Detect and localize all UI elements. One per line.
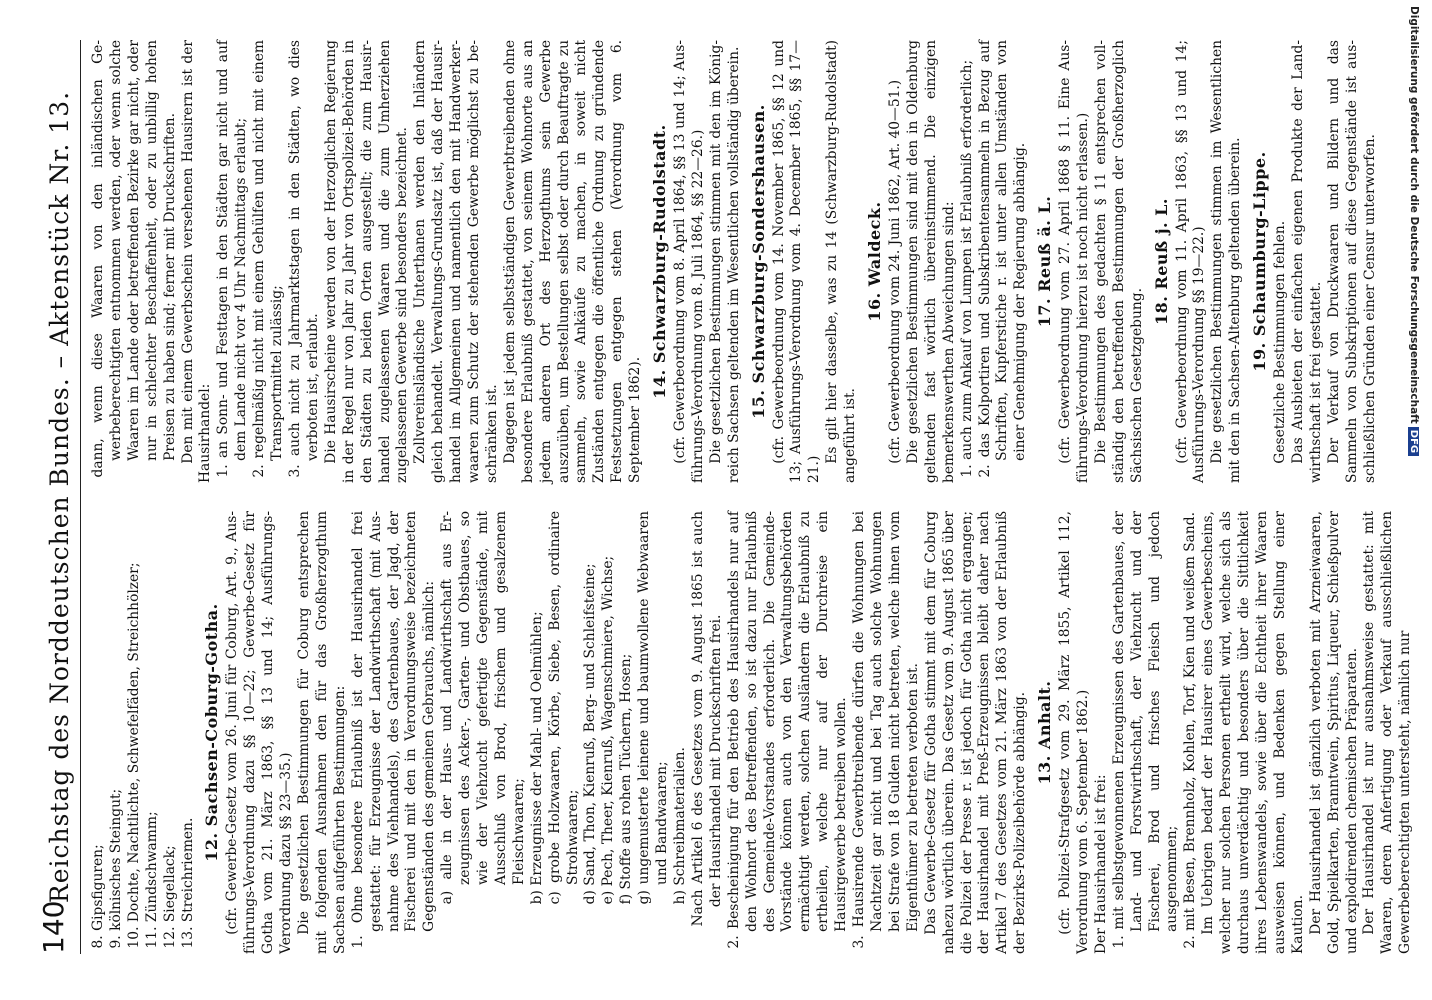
- paragraph: Den mit einem Gewerbschein versehenen Hausirern ist der Hausirhandel:: [179, 40, 214, 483]
- paragraph: (cfr. Gewerbeordnung vom 27. April 1868 § 11. Eine Ausführungs-Verordnung hierzu ist noch nicht erlassen.): [1057, 40, 1092, 483]
- paragraph: (cfr. Gewerbeordnung vom 8. April 1864, §§ 13 und 14; Ausführungs-Verordnung vom 8. Juli 1864, §§ 22—26.): [672, 40, 706, 483]
- section-heading: 12. Sachsen-Coburg-Gotha.: [202, 603, 222, 862]
- section-heading: 16. Waldeck.: [865, 201, 885, 322]
- paragraph: Der Verkauf von Druckwaaren und Bildern und das Sammeln von Subskriptionen auf diese Gegenstände ist ausschließlichen Gründen einer Censur unterworfen.: [1325, 40, 1378, 483]
- list-item: 13. Streichriemen.: [179, 817, 196, 949]
- list-item: 1. mit selbstgewonnenen Erzeugnissen des Gartenbaues, der Land- und Forstwirthschaft, der Viehzucht und der Fischerei, Brod und frisches Fleisch und jedoch ausgenommen;: [1110, 511, 1181, 949]
- paragraph: dann, wenn diese Waaren von den inländischen Gewerbeberechtigten entnommen werden, oder wenn solche Waaren im Lande oder betreffenden Bezirke gar nicht, oder nur in schlechter Beschaffenheit, oder zu unbillig hohen Preisen zu haben sind; ferner mit Druckschriften.: [90, 40, 178, 478]
- paragraph: Das Ausbieten der einfachen eigenen Produkte der Landwirthschaft ist frei gestattet.: [1290, 40, 1324, 483]
- list-item: 8. Gipsfiguren;: [90, 844, 106, 949]
- list-item: c) grobe Holzwaaren, Körbe, Siebe, Besen, ordinaire Strohwaaren;: [546, 511, 581, 905]
- page-number: 140: [37, 900, 70, 954]
- digitization-note: [1408, 6, 1420, 456]
- section-heading: 18. Reuß j. L.: [1151, 198, 1171, 325]
- list-item: 10. Dochte, Nachtlichte, Schwefelfäden, Streichhölzer;: [125, 562, 142, 949]
- section-heading: 17. Reuß ä. L.: [1035, 195, 1055, 328]
- header-rule: [80, 40, 81, 954]
- paragraph: Der Hausirhandel ist gänzlich verboten mit Arzneiwaaren, Gold, Spielkarten, Branntwein, Spiritus, Liqueur, Schießpulver und explodirenden chemischen Präparaten.: [1307, 511, 1360, 954]
- paragraph: (cfr. Gewerbeordnung vom 24. Juni 1862, Art. 40—51.): [886, 79, 903, 464]
- list-item: a) alle in der Haus- und Landwirthschaft aus Erzeugnissen des Acker-, Garten- und Obstbaues, so wie der Viehzucht gefertigte Gegenstände, mit Ausschluß von Brod, frischem und gesalzenem Fleischwaaren;: [439, 511, 527, 905]
- right-column: [90, 40, 1378, 483]
- paragraph: Der Hausirhandel ist frei:: [1092, 774, 1109, 954]
- section-heading: 13. Anhalt.: [1035, 680, 1055, 785]
- paragraph: Dagegen ist jedem selbstständigen Gewerbtreibenden ohne besondere Erlaubniß gestattet, von seinem Wohnorte aus an jedem anderen Ort des Herzogthums sein Gewerbe auszuüben, um Bestellungen selbst oder durch Beauftragte zu sammeln, sowie Ankäufe zu machen, in soweit nicht Zuständen entgegen die öffentliche Ordnung zu gründende Festsetzungen entgegen stehen (Verordnung vom 6. September 1862).: [501, 40, 644, 483]
- list-item: h) Schreibmaterialien.: [672, 747, 688, 905]
- paragraph: Der Hausirhandel ist nur ausnahmsweise gestattet: mit Waaren, deren Anfertigung oder Verkauf ausschließlichen Gewerbeberechtigten untersteht, nämlich nur: [1361, 511, 1414, 954]
- paragraph: (cfr. Polizei-Strafgesetz vom 29. März 1855, Artikel 112, Verordnung vom 6. September 1862.): [1057, 511, 1091, 954]
- list-item: 1. Ohne besondere Erlaubniß ist der Hausirhandel frei gestattet: für Erzeugnisse der Landwirthschaft (mit Ausnahme des Viehhandels), des Gartenbaues, der Jagd, der Fischerei und mit den in Verordnungsweise bezeichneten Gegenständen des gemeinen Gebrauchs, nämlich:: [349, 511, 438, 949]
- left-column: [90, 511, 1414, 954]
- list-item: 12. Siegellack;: [161, 845, 178, 949]
- paragraph: (cfr. Gewerbe-Gesetz vom 26. Juni für Coburg, Art. 9., Ausführungs-Verordnung dazu §§ 10—22; Gewerbe-Gesetz für Gotha vom 21. März 1863, §§ 13 und 14; Ausführungs-Verordnung dazu §§ 23—35.): [224, 511, 295, 954]
- paragraph: Im Uebrigen bedarf der Hausirer eines Gewerbescheins, welcher nur solchen Personen ertheilt wird, welche sich als durchaus unverdächtig und besonders über die Sittlichkeit ihres Lebenswandels, sowie über die Echtheit ihrer Waaren ausweisen können, und Bedenken gegen Stellung einer Kaution.: [1200, 511, 1306, 954]
- paragraph: Nach Artikel 6 des Gesetzes vom 9. August 1865 ist auch der Hausirhandel mit Druckschriften frei.: [689, 511, 724, 927]
- list-item: g) ungemusterte leinene und baumwollene Webwaaren und Bandwaaren;: [636, 511, 671, 905]
- list-item: 2. das Kolportiren und Subskribentensammeln in Bezug auf Schriften, Kupferstiche r. ist unter allen Umständen von einer Genehmigung der Regierung abhängig.: [976, 40, 1029, 478]
- list-item: 2. regelmäßig nicht mit einem Gehülfen und nicht mit einem Transportmittel zulässig;: [251, 40, 286, 478]
- paragraph: Die gesetzlichen Bestimmungen stimmen mit den im Königreich Sachsen geltenden im Wesentlichen vollständig überein.: [707, 40, 742, 483]
- paragraph: (cfr. Gewerbeordnung vom 14. November 1865, §§ 12 und 13; Ausführungs-Verordnung vom 4. December 1865, §§ 17—21.): [770, 40, 823, 483]
- section-heading: 19. Schaumburg-Lippe.: [1250, 151, 1270, 372]
- paragraph: Die Bestimmungen des gedachten § 11 entsprechen vollständig den betreffenden Bestimmungen der Großherzoglich Sächsischen Gesetzgebung.: [1092, 40, 1145, 483]
- running-title: Reichstag des Norddeutschen Bundes. – Aktenstück Nr. 13.: [45, 90, 74, 904]
- paragraph: Die gesetzlichen Bestimmungen für Coburg entsprechen mit folgenden Ausnahmen den für das Großherzogthum Sachsen aufgeführten Bestimmungen:: [295, 511, 348, 954]
- list-item: 9. kölnisches Steingut;: [107, 788, 124, 949]
- list-item: 2. Bescheinigung für den Betrieb des Hausirhandels nur auf den Wohnort des Betreffenden, so ist dazu nur Erlaubniß des Gemeinde-Vorstandes erforderlich. Die Gemeinde-Vorstände können auch von den Verwaltungsbehörden ermächtigt werden, solchen Ausländern die Erlaubniß zu ertheilen, welche nur auf der Durchreise ein Hausirgewerbe betreiben wollen.: [725, 511, 850, 949]
- digitization-note-text: Digitalisierung gefördert durch die Deutsche Forschungsgemeinschaft: [1408, 6, 1420, 424]
- section-heading: 14. Schwarzburg-Rudolstadt.: [650, 124, 670, 399]
- paragraph: Das Gewerbe-Gesetz für Gotha stimmt mit dem für Coburg nahezu wörtlich überein. Das Gesetz vom 9. August 1865 über die Polizei der Presse r. ist jedoch für Gotha nicht ergangen; der Hausirhandel mit Preß-Erzeugnissen bleibt daher nach Artikel 7 des Gesetzes vom 21. März 1863 von der Erlaubniß der Bezirks-Polizeibehörde abhängig.: [922, 511, 1029, 954]
- paragraph: Zollvereinsländische Unterthanen werden den Inländern gleich behandelt. Verwaltungs-Grundsatz ist, daß der Hausirhandel im Allgemeinen und namentlich den mit Handwerkerwaaren zum Schutz der stehenden Gewerbe möglichst zu beschränken ist.: [412, 40, 500, 483]
- paragraph: Es gilt hier dasselbe, was zu 14 (Schwarzburg-Rudolstadt) angeführt ist.: [824, 40, 859, 483]
- list-item: 3. auch nicht zu Jahrmarktstagen in den Städten, wo dies verboten ist, erlaubt.: [286, 40, 321, 478]
- list-item: 1. auch zum Ankauf von Lumpen ist Erlaubniß erforderlich;: [958, 59, 975, 478]
- dfg-logo: DFG: [1408, 427, 1419, 456]
- paragraph: Die gesetzlichen Bestimmungen stimmen im Wesentlichen mit den in Sachsen-Altenburg geltenden überein.: [1209, 40, 1244, 483]
- paragraph: Gesetzliche Bestimmungen fehlen.: [1272, 220, 1289, 464]
- list-item: f) Stoffe aus rohen Tüchern, Hosen;: [618, 653, 635, 905]
- list-item: 11. Zündschwamm;: [143, 811, 160, 949]
- paragraph: Die Hausirscheine werden von der Herzoglichen Regierung in der Regel nur von Jahr zu Jahr von Ortspolizei-Behörden in den Städten zu beiden Orten ausgestellt; die zum Hausirhandel zugelassenen Waaren und die zum Umherziehen zugelassenen Gewerbe sind besonders bezeichnet.: [322, 40, 411, 483]
- list-item: e) Pech, Theer, Kienruß, Wagenschmiere, Wichse;: [600, 555, 617, 905]
- paragraph: Die gesetzlichen Bestimmungen sind mit den in Oldenburg geltenden fast wörtlich übereinstimmend. Die einzigen bemerkenswerthen Abweichungen sind:: [904, 40, 957, 483]
- list-item: d) Sand, Thon, Kienruß, Berg- und Schleifsteine;: [582, 563, 599, 905]
- list-item: 2. mit Besen, Brennholz, Kohlen, Torf, Kien und weißem Sand.: [1182, 512, 1199, 949]
- paragraph: (cfr. Gewerbeordnung vom 11. April 1863, §§ 13 und 14; Ausführungs-Verordnung §§ 19—22.): [1173, 40, 1208, 483]
- list-item: 3. Hausirende Gewerbtreibende dürfen die Wohnungen bei Nachtzeit gar nicht und bei Tag auch solche Wohnungen bei Strafe von 18 Gulden nicht betreten, welche ihnen vom Eigenthümer zu betreten verboten ist.: [851, 511, 921, 949]
- list-item: 1. an Sonn- und Festtagen in den Städten gar nicht und auf dem Lande nicht vor 4 Uhr Nachmittags erlaubt;: [215, 40, 250, 478]
- section-heading: 15. Schwarzburg-Sondershausen.: [748, 104, 768, 419]
- list-item: b) Erzeugnisse der Mahl- und Oelmühlen;: [528, 611, 545, 905]
- page-header: [22, 40, 74, 954]
